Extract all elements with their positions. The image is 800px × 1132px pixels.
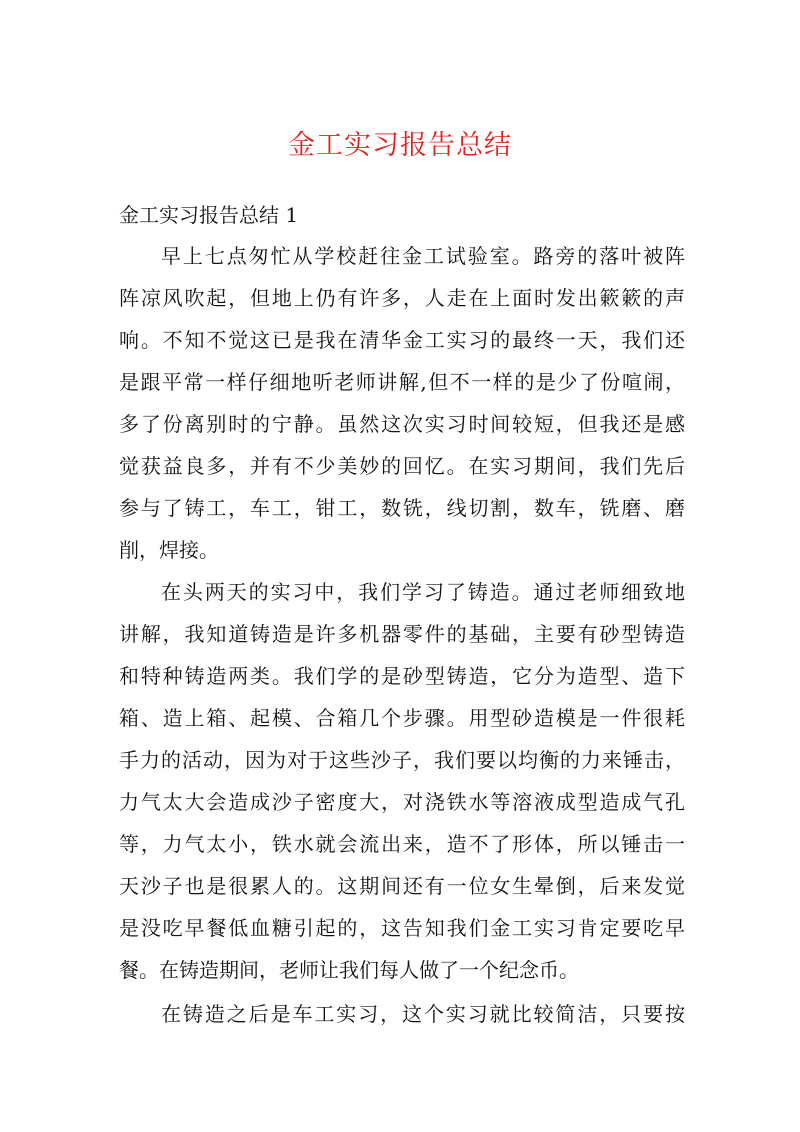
paragraph-line: 手力的活动，因为对于这些沙子，我们要以均衡的力来锤击，: [119, 748, 685, 772]
paragraph-line: 等，力气太小，铁水就会流出来，造不了形体，所以锤击一: [119, 832, 685, 856]
paragraph-line: 阵凉风吹起，但地上仍有许多，人走在上面时发出簌簌的声: [119, 286, 685, 310]
section-heading: 金工实习报告总结 1: [119, 203, 299, 227]
paragraph-line: 多了份离别时的宁静。虽然这次实习时间较短，但我还是感: [119, 412, 685, 436]
paragraph-line: 削，焊接。: [119, 538, 219, 562]
paragraph-line: 和特种铸造两类。我们学的是砂型铸造，它分为造型、造下: [119, 664, 685, 688]
paragraph-line: 早上七点匆忙从学校赶往金工试验室。路旁的落叶被阵: [161, 244, 685, 268]
paragraph-line: 觉获益良多，并有不少美妙的回忆。在实习期间，我们先后: [119, 454, 685, 478]
paragraph-line: 是跟平常一样仔细地听老师讲解,但不一样的是少了份喧闹，: [119, 370, 685, 394]
paragraph-line: 在铸造之后是车工实习，这个实习就比较简洁，只要按: [161, 1002, 685, 1026]
paragraph-line: 在头两天的实习中，我们学习了铸造。通过老师细致地: [161, 580, 685, 604]
paragraph-line: 讲解，我知道铸造是许多机器零件的基础，主要有砂型铸造: [119, 622, 685, 646]
paragraph-line: 力气太大会造成沙子密度大，对浇铁水等溶液成型造成气孔: [119, 790, 685, 814]
paragraph-line: 天沙子也是很累人的。这期间还有一位女生晕倒，后来发觉: [119, 874, 685, 898]
document-title: 金工实习报告总结: [288, 130, 512, 161]
paragraph-line: 箱、造上箱、起模、合箱几个步骤。用型砂造模是一件很耗: [119, 706, 685, 730]
paragraph-line: 餐。在铸造期间，老师让我们每人做了一个纪念币。: [119, 958, 579, 982]
paragraph-line: 是没吃早餐低血糖引起的，这告知我们金工实习肯定要吃早: [119, 916, 685, 940]
paragraph-line: 响。不知不觉这已是我在清华金工实习的最终一天，我们还: [119, 328, 685, 352]
paragraph-line: 参与了铸工，车工，钳工，数铣，线切割，数车，铣磨、磨: [119, 496, 685, 520]
